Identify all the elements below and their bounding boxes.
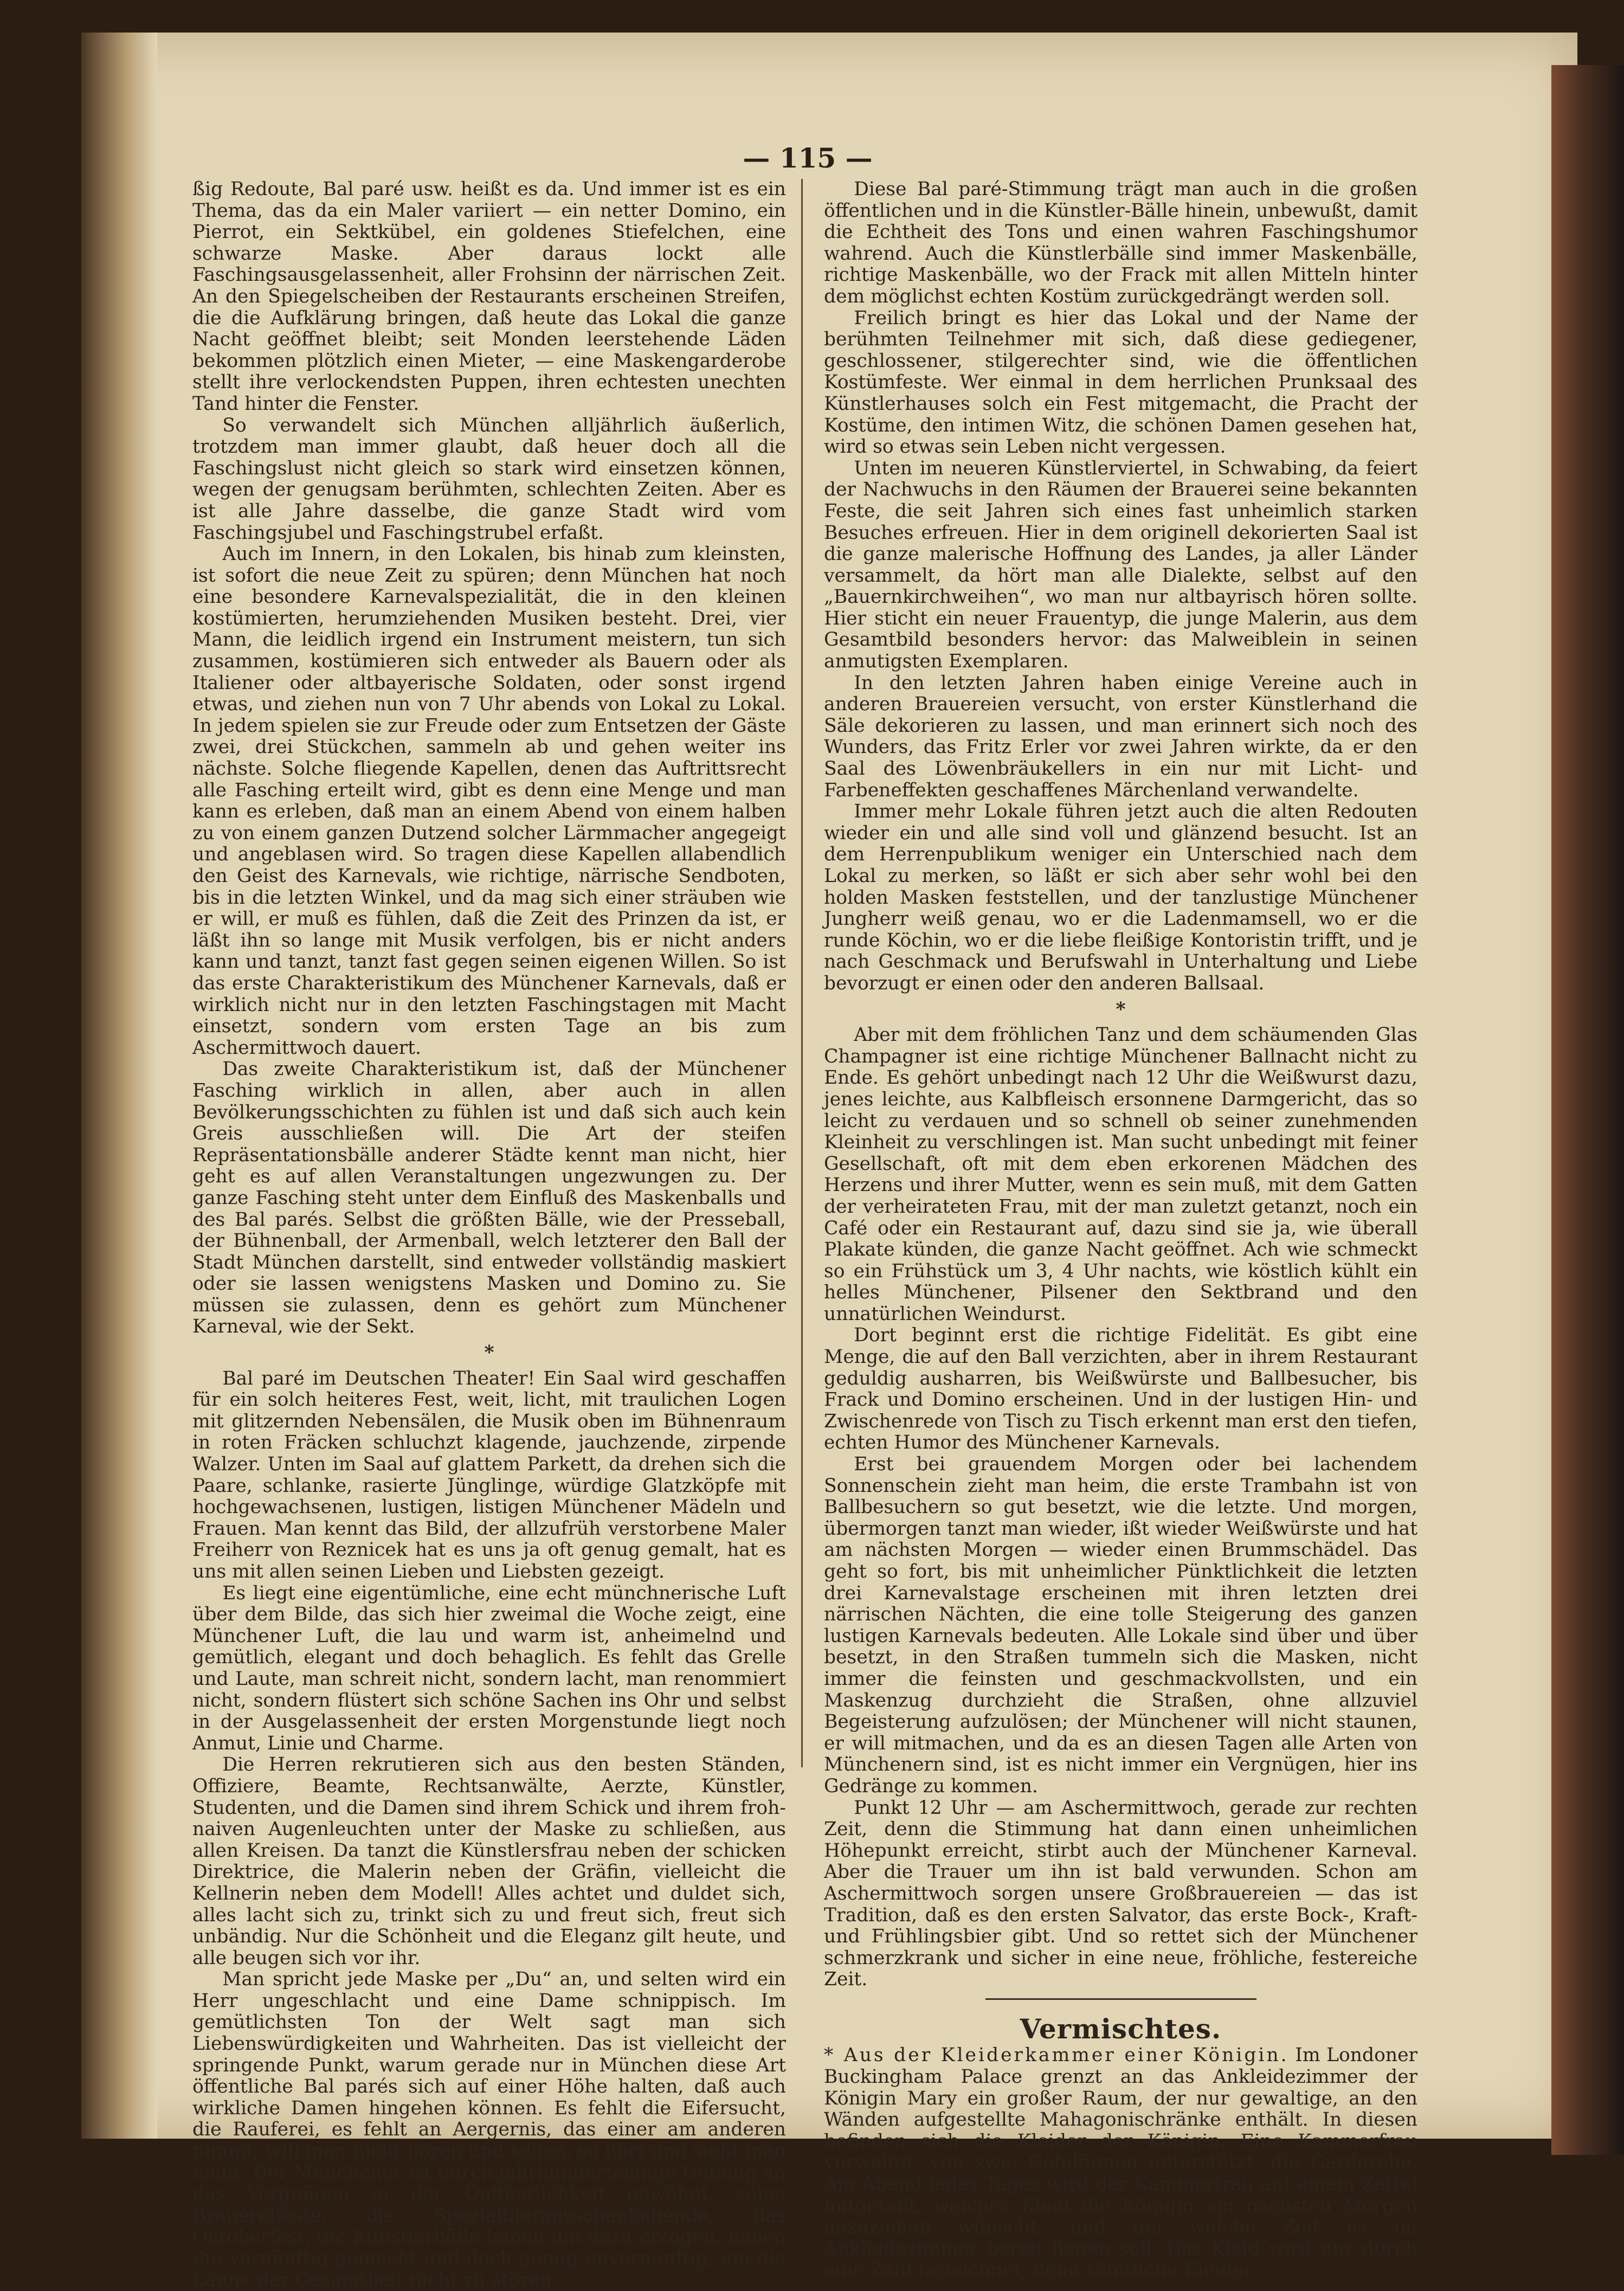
article-paragraph: Auch im Innern, in den Lokalen, bis hinab zum kleinsten, ist sofort die neue Zeit zu spüren; denn München hat noch eine besondere Karnevalspezialität, die in den kleinen kostümierten, herumziehenden Musiken besteht. Drei, vier Mann, die leidlich irgend ein Instrument meistern, tun sich zusammen, kostümieren sich entweder als Bauern oder als Italiener oder altbayerische Soldaten, oder sonst irgend etwas, und ziehen nun von 7 Uhr abends von Lokal zu Lokal. In jedem spielen sie zur Freude oder zum Entsetzen der Gäste zwei, drei Stückchen, sammeln ab und gehen weiter ins nächste. Solche fliegende Kapellen, denen das Auftrittsrecht alle Fasching erteilt wird, gibt es denn eine Menge und man kann es erleben, daß man an einem Abend von einem halben zu von einem ganzen Dutzend solcher Lärmmacher angegeigt und angeblasen wird. So tragen diese Kapellen allabendlich den Geist des Karnevals, wie richtige, närrische Sendboten, bis in die letzten Winkel, und da mag sich einer sträuben wie er will, er muß es fühlen, daß die Zeit des Prinzen da ist, er läßt ihn so lange mit Musik verfolgen, bis er nicht anders kann und tanzt, tanzt fast gegen seinen eigenen Willen. So ist das erste Charakteristikum des Münchener Karnevals, daß er wirklich nicht nur in den letzten Faschingstagen mit Macht einsetzt, sondern vom ersten Tage an bis zum Aschermittwoch dauert. — [192, 543, 786, 1059]
left-column — [192, 178, 786, 2291]
article-paragraph: Unten im neueren Künstlerviertel, in Schwabing, da feiert der Nachwuchs in den Räumen der Brauerei seine bekannten Feste, die seit Jahren sich eines fast unheimlich starken Besuches erfreuen. Hier in dem originell dekorierten Saal ist die ganze malerische Hoffnung des Landes, ja aller Länder versammelt, da hört man alle Dialekte, selbst auf den „Bauernkirchweihen“, wo man nur altbayrisch hören sollte. Hier sticht ein neuer Frauentyp, die junge Malerin, aus dem Gesamtbild besonders hervor: das Malweiblein in seinen anmutigsten Exemplaren. — [824, 457, 1417, 673]
article-paragraph: Aber mit dem fröhlichen Tanz und dem schäumenden Glas Champagner ist eine richtige Münchener Ballnacht nicht zu Ende. Es gehört unbedingt nach 12 Uhr die Weißwurst dazu, jenes leichte, aus Kalbfleisch ersonnene Darmgericht, das so leicht zu verdauen und so schnell ob seiner zunehmenden Kleinheit zu verschlingen ist. Man sucht unbedingt mit feiner Gesellschaft, oft mit dem eben erkorenen Mädchen des Herzens und ihrer Mutter, wenn es sein muß, mit dem Gatten der verheirateten Frau, mit der man zuletzt getanzt, noch ein Café oder ein Restaurant auf, dazu sind sie ja, wie überall Plakate künden, die ganze Nacht geöffnet. Ach wie schmeckt so ein Frühstück um 3, 4 Uhr nachts, wie köstlich kühlt ein helles Münchener, Pilsener den Sektbrand und den unnatürlichen Weindurst. — [824, 1024, 1417, 1325]
article-paragraph: Bal paré im Deutschen Theater! Ein Saal wird geschaffen für ein solch heiteres Fest, weit, licht, mit traulichen Logen mit glitzernden Nebensälen, die Musik oben im Bühnenraum in roten Fräcken schluchzt klagende, jauchzende, zirpende Walzer. Unten im Saal auf glattem Parkett, da drehen sich die Paare, schlanke, rasierte Jünglinge, würdige Glatzköpfe mit hochgewachsenen, lustigen, listigen Münchener Mädeln und Frauen. Man kennt das Bild, der allzufrüh verstorbene Maler Freiherr von Reznicek hat es uns ja oft genug gemalt, hat es uns mit allen seinen Lieben und Liebsten gezeigt. — [192, 1367, 786, 1582]
article-paragraph: Freilich bringt es hier das Lokal und der Name der berühmten Teilnehmer mit sich, daß diese gediegener, geschlossener, stilgerechter sind, wie die öffentlichen Kostümfeste. Wer einmal in dem herrlichen Prunksaal des Künstlerhauses solch ein Fest mitgemacht, die Pracht der Kostüme, den intimen Witz, die schönen Damen gesehen hat, wird so etwas sein Leben nicht vergessen. — [824, 307, 1417, 458]
section-heading: Vermischtes. — [1020, 2012, 1222, 2045]
news-item-text: Im Londoner Buckingham Palace grenzt an das Ankleidezimmer der Königin Mary ein großer Raum, der nur gewaltige, an den Wänden aufgestellte Mahagonischränke enthält. In diesen befinden sich die Kleider der Königin. Eine Kammerfrau verwaltet, von zwei Gehilfinnen unterstützt, die Garderobe. Am Abend jedes Tages wird der Kammerfrau auf einem Zettel mitgeteilt, welches Kleid die Königin am nächsten Morgen anzuziehen wünscht, und um welche Zeit es im Ankleidezimmer bereit liegen soll. Das Kleid wird nur durch eine Zahl bezeichnet, denn sämtliche Kleider — [824, 2044, 1417, 2281]
article-paragraph: In den letzten Jahren haben einige Vereine auch in anderen Brauereien versucht, von erster Künstlerhand die Säle dekorieren zu lassen, und man erinnert sich noch des Wunders, das Fritz Erler vor zwei Jahren wirkte, da er den Saal des Löwenbräukellers in ein nur mit Licht- und Farbeneffekten geschaffenes Märchenland verwandelte. — [824, 672, 1417, 801]
page-number: — 115 — — [743, 142, 873, 174]
right-column — [824, 178, 1417, 2281]
book-gutter-shadow — [81, 33, 157, 2139]
article-paragraph: Es liegt eine eigentümliche, eine echt münchnerische Luft über dem Bilde, das sich hier zweimal die Woche zeigt, eine Münchener Luft, die lau und warm ist, anheimelnd und gemütlich, elegant und doch behaglich. Es fehlt das Grelle und Laute, man schreit nicht, sondern lacht, man renommiert nicht, sondern flüstert sich schöne Sachen ins Ohr und selbst in der Ausgelassenheit der ersten Morgenstunde liegt noch Anmut, Linie und Charme. — [192, 1582, 786, 1754]
article-paragraph: Erst bei grauendem Morgen oder bei lachendem Sonnenschein zieht man heim, die erste Trambahn ist von Ballbesuchern so gut besetzt, wie die letzte. Und morgen, übermorgen tanzt man wieder, ißt wieder Weißwürste und hat am nächsten Morgen — wieder einen Brummschädel. Das geht so fort, bis mit unheimlicher Pünktlichkeit die letzten drei Karnevalstage erscheinen mit ihren letzten drei närrischen Nächten, die eine tolle Steigerung des ganzen lustigen Karnevals bedeuten. Alle Lokale sind über und über besetzt, in den Straßen tummeln sich die Masken, nicht immer die feinsten und geschmackvollsten, und ein Maskenzug durchzieht die Straßen, ohne allzuviel Begeisterung aufzulösen; der Münchener will nicht staunen, er will mitmachen, und da es an diesen Tagen alle Arten von Münchenern sind, ist es nicht immer ein Vergnügen, hier ins Gedränge zu kommen. — [824, 1453, 1417, 1797]
article-paragraph: So verwandelt sich München alljährlich äußerlich, trotzdem man immer glaubt, daß heuer doch all die Faschingslust nicht gleich so stark wird einsetzen können, wegen der genugsam berühmten, schlechten Zeiten. Aber es ist alle Jahre dasselbe, die ganze Stadt wird vom Faschingsjubel und Faschingstrubel erfaßt. — [192, 414, 786, 544]
article-paragraph: Die Herren rekrutieren sich aus den besten Ständen, Offiziere, Beamte, Rechtsanwälte, Aerzte, Künstler, Studenten, und die Damen sind ihrem Schick und ihrem froh-naiven Augenleuchten unter der Maske zu schließen, aus allen Kreisen. Da tanzt die Künstlersfrau neben der schicken Direktrice, die Malerin neben der Gräfin, vielleicht die Kellnerin neben dem Modell! Alles achtet und duldet sich, alles lacht sich zu, trinkt sich zu und freut sich, freut sich unbändig. Nur die Schönheit und die Eleganz gilt heute, und alle beugen sich vor ihr. — [192, 1754, 786, 1969]
article-paragraph: Dort beginnt erst die richtige Fidelität. Es gibt eine Menge, die auf den Ball verzichten, aber in ihrem Restaurant geduldig ausharren, bis Weißwürste und Ballbesucher, bis Frack und Domino erscheinen. Und in der lustigen Hin- und Zwischenrede von Tisch zu Tisch erkennt man erst den tiefen, echten Humor des Münchener Karnevals. — [824, 1324, 1417, 1454]
article-paragraph: Diese Bal paré-Stimmung trägt man auch in die großen öffentlichen und in die Künstler-Bälle hinein, unbewußt, damit die Echtheit des Tons und einen wahren Faschingshumor wahrend. Auch die Künstlerbälle sind immer Maskenbälle, richtige Maskenbälle, wo der Frack mit allen Mitteln hinter dem möglichst echten Kostüm zurückgedrängt werden soll. — [824, 178, 1417, 307]
book-spine-edge — [1551, 65, 1624, 2155]
heading-rule — [985, 1998, 1256, 2000]
section-separator: * — [1116, 998, 1126, 1020]
column-divider — [801, 179, 803, 1767]
news-item — [824, 2045, 1417, 2281]
news-item-lead: * Aus der Kleiderkammer einer Königin. — [824, 2044, 1289, 2067]
article-paragraph: Man spricht jede Maske per „Du“ an, und selten wird ein Herr ungeschlacht und eine Dame schnippisch. Im gemütlichsten Ton der Welt sagt man sich Liebenswürdigkeiten und Wahrheiten. Das ist vielleicht der springende Punkt, warum gerade nur in München diese Art öffentliche Bal parés sich auf einer Höhe halten, daß auch wirkliche Damen hingehen können. Es fehlt die Eifersucht, die Rauferei, es fehlt an Aergernis, das einer am anderen nimmt; will man nicht hören und sehen, so hört und sieht man nicht. Der Münchener ist durch jahrhundertelange Uebung an das Vergnügen in der Oeffentlichkeit gewöhnt, seine Brauereifeste, die Spezialbierausschankabende, das Oktoberfest, die Künstlerbälle haben ihn dazu erzogen, haben ihn vernünftig gemacht und doch genug unvernünftig, um die Laune der Gesamtheit nicht zu stören. — [192, 1968, 786, 2291]
section-separator: * — [484, 1342, 494, 1364]
article-paragraph: Punkt 12 Uhr — am Aschermittwoch, gerade zur rechten Zeit, denn die Stimmung hat dann einen unheimlichen Höhepunkt erreicht, stirbt auch der Münchener Karneval. Aber die Trauer um ihn ist bald verwunden. Schon am Aschermittwoch sorgen unsere Großbrauereien — das ist Tradition, daß es den ersten Salvator, das erste Bock-, Kraft- und Frühlingsbier gibt. Und so rettet sich der Münchener schmerzkrank und sicher in eine neue, fröhliche, festereiche Zeit. — [824, 1797, 1417, 1991]
article-paragraph: ßig Redoute, Bal paré usw. heißt es da. Und immer ist es ein Thema, das da ein Maler variiert — ein netter Domino, ein Pierrot, ein Sektkübel, ein goldenes Stiefelchen, eine schwarze Maske. Aber daraus lockt alle Faschingsausgelassenheit, aller Frohsinn der närrischen Zeit. An den Spiegelscheiben der Restaurants erscheinen Streifen, die die Aufklärung bringen, daß heute das Lokal die ganze Nacht geöffnet bleibt; seit Monden leerstehende Läden bekommen plötzlich einen Mieter, — eine Maskengarderobe stellt ihre verlockendsten Puppen, ihren echtesten unechten Tand hinter die Fenster. — [192, 178, 786, 415]
article-paragraph: Das zweite Charakteristikum ist, daß der Münchener Fasching wirklich in allen, aber auch in allen Bevölkerungsschichten zu fühlen ist und daß sich auch kein Greis ausschließen will. Die Art der steifen Repräsentationsbälle anderer Städte kennt man nicht, hier geht es auf allen Veranstaltungen ungezwungen zu. Der ganze Fasching steht unter dem Einfluß des Maskenballs und des Bal parés. Selbst die größten Bälle, wie der Presseball, der Bühnenball, der Armenball, welch letzterer den Ball der Stadt München darstellt, sind entweder vollständig maskiert oder sie lassen wenigstens Masken und Domino zu. Sie müssen sie zulassen, denn es gehört zum Münchener Karneval, wie der Sekt. — [192, 1058, 786, 1338]
article-paragraph: Immer mehr Lokale führen jetzt auch die alten Redouten wieder ein und alle sind voll und glänzend besucht. Ist an dem Herrenpublikum weniger ein Unterschied nach dem Lokal zu merken, so läßt er sich aber sehr wohl bei den holden Masken feststellen, und der tanzlustige Münchener Jungherr weiß genau, wo er die Ladenmamsell, wo er die runde Köchin, wo er die liebe fleißige Kontoristin trifft, und je nach Geschmack und Berufswahl in Unterhaltung und Liebe bevorzugt er einen oder den anderen Ballsaal. — [824, 801, 1417, 994]
